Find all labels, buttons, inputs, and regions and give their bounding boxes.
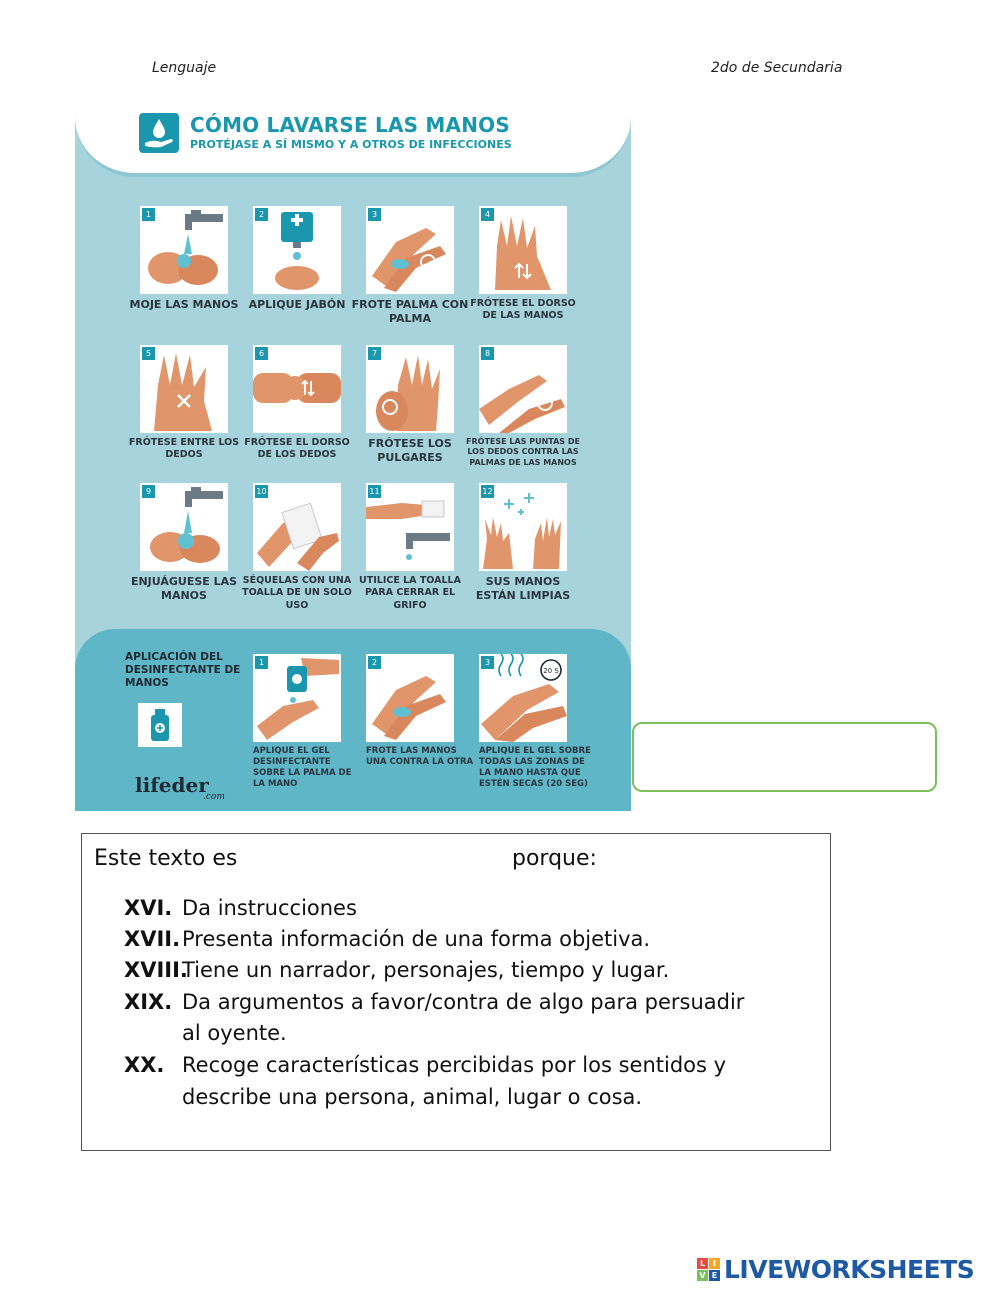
lifeder-logo-suffix: .com <box>203 792 225 802</box>
sanitizer-bottle-icon <box>138 703 182 747</box>
clean-hands-illustration: 12 <box>479 483 567 571</box>
step-caption: FRÓTESE EL DORSO DE LAS MANOS <box>470 298 576 322</box>
dry-towel-illustration: 10 <box>253 483 341 571</box>
option-xix-continued: al oyente. <box>182 1021 287 1045</box>
option-xvi: XVI. Da instrucciones <box>124 896 357 920</box>
step-caption: SUS MANOS ESTÁN LIMPIAS <box>475 575 571 603</box>
hand-drop-icon <box>139 113 179 153</box>
step-caption: FRÓTESE EL DORSO DE LOS DEDOS <box>244 437 350 461</box>
timer-label: 20 S <box>543 667 559 675</box>
step-2 <box>248 206 346 312</box>
step-caption: APLIQUE JABÓN <box>248 298 346 311</box>
header-grade: 2do de Secundaria <box>711 60 843 76</box>
step-9 <box>130 483 238 604</box>
question-prefix: Este texto es <box>94 846 238 871</box>
between-fingers-illustration: 5 <box>140 345 228 433</box>
sanitizer-step-1 <box>253 654 352 790</box>
rinse-hands-illustration: 9 <box>140 483 228 571</box>
poster-title: CÓMO LAVARSE LAS MANOS <box>190 113 510 137</box>
poster-header <box>75 95 631 177</box>
step-caption: FRÓTESE ENTRE LOS DEDOS <box>128 437 240 461</box>
fingertips-illustration: 8 <box>479 345 567 433</box>
sanitizer-step-2 <box>366 654 474 768</box>
option-xx: XX. Recoge características percibidas por los sentidos y <box>124 1053 727 1077</box>
option-xviii: XVIII.Tiene un narrador, personajes, tiempo y lugar. <box>124 958 670 982</box>
wet-hands-illustration: 1 <box>140 206 228 294</box>
back-of-hands-illustration: 4 <box>479 206 567 294</box>
dry-hands-timer-illustration: 3 20 S <box>479 654 567 742</box>
step-8 <box>466 345 580 468</box>
step-1 <box>129 206 239 312</box>
step-caption: MOJE LAS MANOS <box>129 298 239 311</box>
step-caption: FRÓTESE LOS PULGARES <box>368 437 452 465</box>
step-caption: ENJUÁGUESE LAS MANOS <box>130 575 238 603</box>
lifeder-logo: lifeder <box>135 773 209 797</box>
step-11 <box>359 483 461 612</box>
step-3 <box>351 206 469 327</box>
option-xx-continued: describe una persona, animal, lugar o cosa. <box>182 1085 643 1109</box>
question-box <box>81 833 831 1151</box>
step-7 <box>366 345 456 466</box>
answer-input-box[interactable] <box>632 722 937 792</box>
liveworksheets-blocks-icon: L I V E <box>697 1258 723 1282</box>
step-10 <box>242 483 352 612</box>
step-caption: SÉQUELAS CON UNA TOALLA DE UN SOLO USO <box>242 575 352 611</box>
sanitizer-title: APLICACIÓN DEL DESINFECTANTE DE MANOS <box>125 651 241 690</box>
option-xvii: XVII.Presenta información de una forma objetiva. <box>124 927 651 951</box>
poster-subtitle: PROTÉJASE A SÍ MISMO Y A OTROS DE INFECCIONES <box>190 138 512 151</box>
back-of-fingers-illustration: 6 <box>253 345 341 433</box>
question-suffix: porque: <box>512 846 597 871</box>
liveworksheets-wordmark: LIVEWORKSHEETS <box>724 1255 975 1284</box>
step-caption: APLIQUE EL GEL SOBRE TODAS LAS ZONAS DE LA MANO HASTA QUE ESTÉN SECAS (20 SEG) <box>479 746 591 790</box>
apply-soap-illustration: 2 <box>253 206 341 294</box>
step-caption: FRÓTESE LAS PUNTAS DE LOS DEDOS CONTRA LAS PALMAS DE LAS MANOS <box>466 437 580 467</box>
step-caption: APLIQUE EL GEL DESINFECTANTE SOBRE LA PALMA DE LA MANO <box>253 746 352 790</box>
option-xix: XIX. Da argumentos a favor/contra de algo para persuadir <box>124 990 745 1014</box>
step-caption: UTILICE LA TOALLA PARA CERRAR EL GRIFO <box>359 575 461 611</box>
step-caption: FROTE PALMA CON PALMA <box>351 298 469 326</box>
apply-gel-illustration: 1 <box>253 654 341 742</box>
close-tap-illustration: 11 <box>366 483 454 571</box>
step-5 <box>128 345 240 462</box>
step-6 <box>244 345 350 462</box>
handwashing-poster <box>75 95 631 811</box>
step-caption: FROTE LAS MANOS UNA CONTRA LA OTRA <box>366 746 474 768</box>
rub-hands-illustration: 2 <box>366 654 454 742</box>
step-12 <box>475 483 571 604</box>
sanitizer-step-3 <box>479 654 591 790</box>
palm-to-palm-illustration: 3 <box>366 206 454 294</box>
header-subject: Lenguaje <box>152 60 217 76</box>
thumbs-illustration: 7 <box>366 345 454 433</box>
step-4 <box>470 206 576 323</box>
